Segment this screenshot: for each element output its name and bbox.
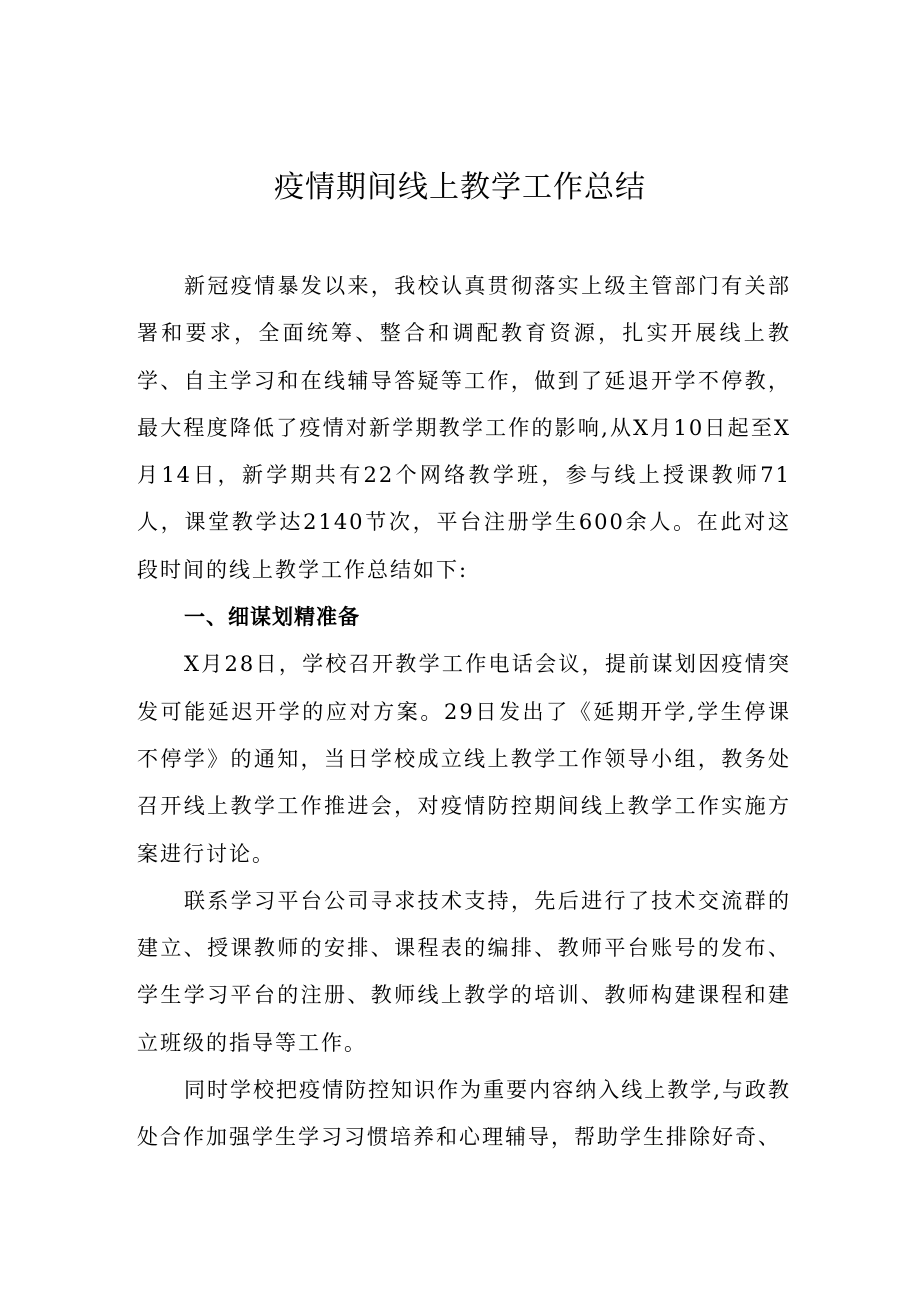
document-body	[137, 263, 791, 1162]
body-paragraph: X月28日，学校召开教学工作电话会议，提前谋划因疫情突发可能延迟开学的应对方案。29日发出了《延期开学,学生停课不停学》的通知，当日学校成立线上教学工作领导小组，教务处召开线上教学工作推进会，对疫情防控期间线上教学工作实施方案进行讨论。	[137, 652, 791, 866]
body-paragraph: 联系学习平台公司寻求技术支持，先后进行了技术交流群的建立、授课教师的安排、课程表的编排、教师平台账号的发布、学生学习平台的注册、教师线上教学的培训、教师构建课程和建立班级的指导等工作。	[137, 888, 791, 1055]
intro-paragraph: 新冠疫情暴发以来，我校认真贯彻落实上级主管部门有关部署和要求，全面统筹、整合和调配教育资源，扎实开展线上教学、自主学习和在线辅导答疑等工作，做到了延退开学不停教，最大程度降低了疫情对新学期教学工作的影响,从X月10日起至X月14日，新学期共有22个网络教学班，参与线上授课教师71人，课堂教学达2140节次，平台注册学生600余人。在此对这段时间的线上教学工作总结如下:	[137, 274, 791, 582]
body-paragraph: 同时学校把疫情防控知识作为重要内容纳入线上教学,与政教处合作加强学生学习习惯培养和心理辅导，帮助学生排除好奇、	[137, 1078, 791, 1150]
section-heading: 一、细谋划精准备	[184, 605, 360, 630]
document-title: 疫情期间线上教学工作总结	[274, 170, 646, 205]
